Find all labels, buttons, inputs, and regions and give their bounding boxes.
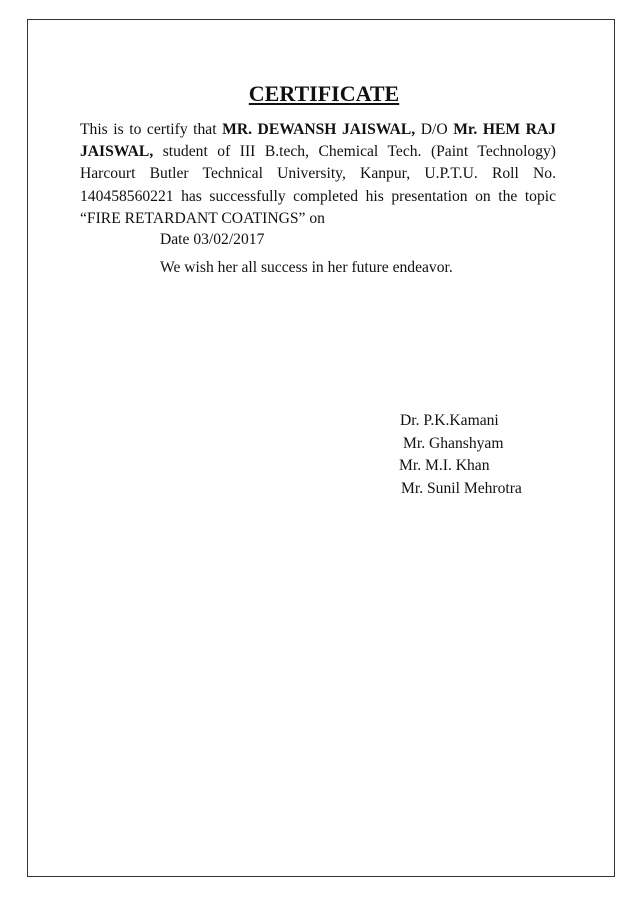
certificate-body <box>80 119 556 230</box>
body-relation: D/O <box>415 121 454 138</box>
parent-name: Mr. HEM RAJ JAISWAL, <box>80 121 556 161</box>
body-intro: This is to certify that <box>80 121 223 138</box>
body-details: student of III B.tech, Chemical Tech. (Paint Technology) Harcourt Butler Technical University, Kanpur, U.P.T.U. Roll No. 140458560221 has successfully completed his presentation on the topic “FIRE RETARDANT COATINGS” on <box>80 143 556 227</box>
signatory-name: Mr. M.I. Khan <box>399 457 490 475</box>
student-name: MR. DEWANSH JAISWAL, <box>222 121 416 138</box>
signatory-name: Mr. Ghanshyam <box>403 434 504 452</box>
date-line: Date 03/02/2017 <box>160 231 265 248</box>
certificate-title: CERTIFICATE <box>248 81 400 106</box>
signatories-block <box>399 410 522 501</box>
signatory-name: Mr. Sunil Mehrotra <box>401 480 522 498</box>
wish-line: We wish her all success in her future endeavor. <box>160 259 453 276</box>
signatory-name: Dr. P.K.Kamani <box>400 412 499 429</box>
